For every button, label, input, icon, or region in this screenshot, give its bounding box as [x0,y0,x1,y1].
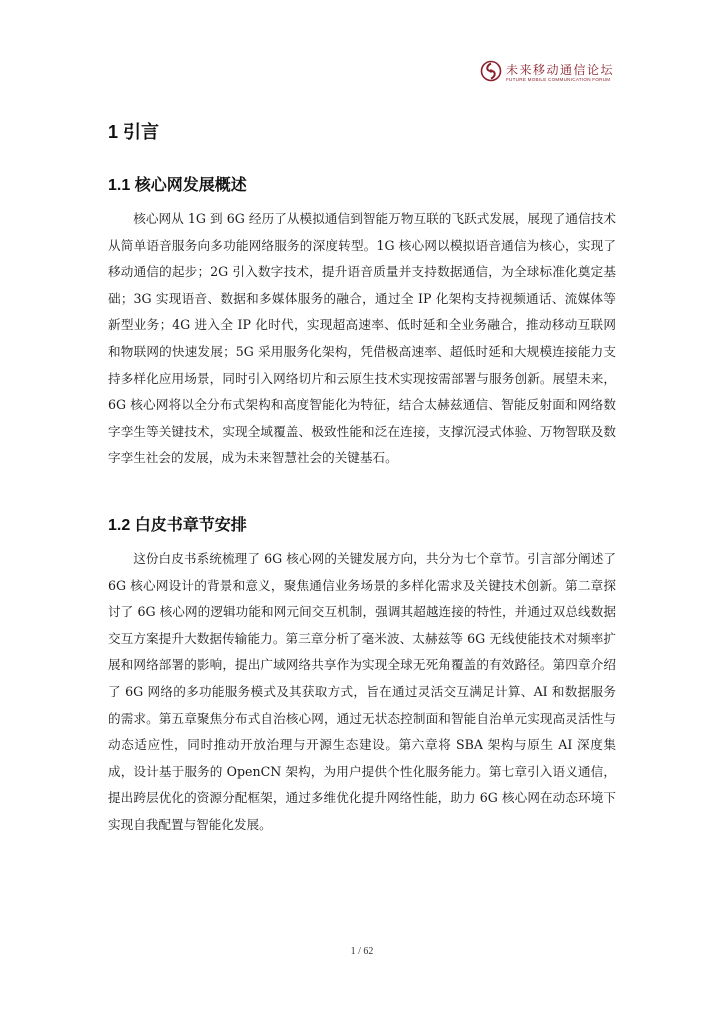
section-heading-overview: 1.1 核心网发展概述 [108,177,247,194]
logo-subtitle: FUTURE MOBILE COMMUNICATION FORUM [506,77,611,82]
section-heading-chapters: 1.2 白皮书章节安排 [108,517,247,534]
header-logo [480,58,620,88]
section-chapters-paragraph: 这份白皮书系统梳理了 6G 核心网的关键发展方向，共分为七个章节。引言部分阐述了 6G 核心网设计的背景和意义，聚焦通信业务场景的多样化需求及关键技术创新。第二章探讨了 6G 核心网的逻辑功能和网元间交互机制，强调其超越连接的特性，并通过双总线数据交互方案提升大数据传输能力。第三章分析了毫米波、太赫兹等 6G 无线使能技术对频率扩展和网络部署的影响，提出广域网络共享作为实现全球无死角覆盖的有效路径。第四章介绍了 6G 网络的多功能服务模式及其获取方式，旨在通过灵活交互满足计算、AI 和数据服务的需求。第五章聚焦分布式自治核心网，通过无状态控制面和智能自治单元实现高灵活性与动态适应性，同时推动开放治理与开源生态建设。第六章将 SBA 架构与原生 AI 深度集成，设计基于服务的 OpenCN 架构，为用户提供个性化服务能力。第七章引入语义通信，提出跨层优化的资源分配框架，通过多维优化提升网络性能，助力 6G 核心网在动态环境下实现自我配置与智能化发展。 [108,551,616,832]
chapter-heading: 1 引言 [108,122,160,142]
forum-logo-icon [480,60,502,82]
page-number: 1 / 62 [350,946,374,957]
logo-title: 未来移动通信论坛 [506,63,615,77]
section-overview-paragraph: 核心网从 1G 到 6G 经历了从模拟通信到智能万物互联的飞跃式发展，展现了通信技术从简单语音服务向多功能网络服务的深度转型。1G 核心网以模拟语音通信为核心，实现了移动通信的起步；2G 引入数字技术，提升语音质量并支持数据通信，为全球标准化奠定基础；3G 实现语音、数据和多媒体服务的融合，通过全 IP 化架构支持视频通话、流媒体等新型业务；4G 进入全 IP 化时代，实现超高速率、低时延和全业务融合，推动移动互联网和物联网的快速发展；5G 采用服务化架构，凭借极高速率、超低时延和大规模连接能力支持多样化应用场景，同时引入网络切片和云原生技术实现按需部署与服务创新。展望未来，6G 核心网将以全分布式架构和高度智能化为特征，结合太赫兹通信、智能反射面和网络数字孪生等关键技术，实现全域覆盖、极致性能和泛在连接，支撑沉浸式体验、万物智联及数字孪生社会的发展，成为未来智慧社会的关键基石。 [108,211,616,466]
